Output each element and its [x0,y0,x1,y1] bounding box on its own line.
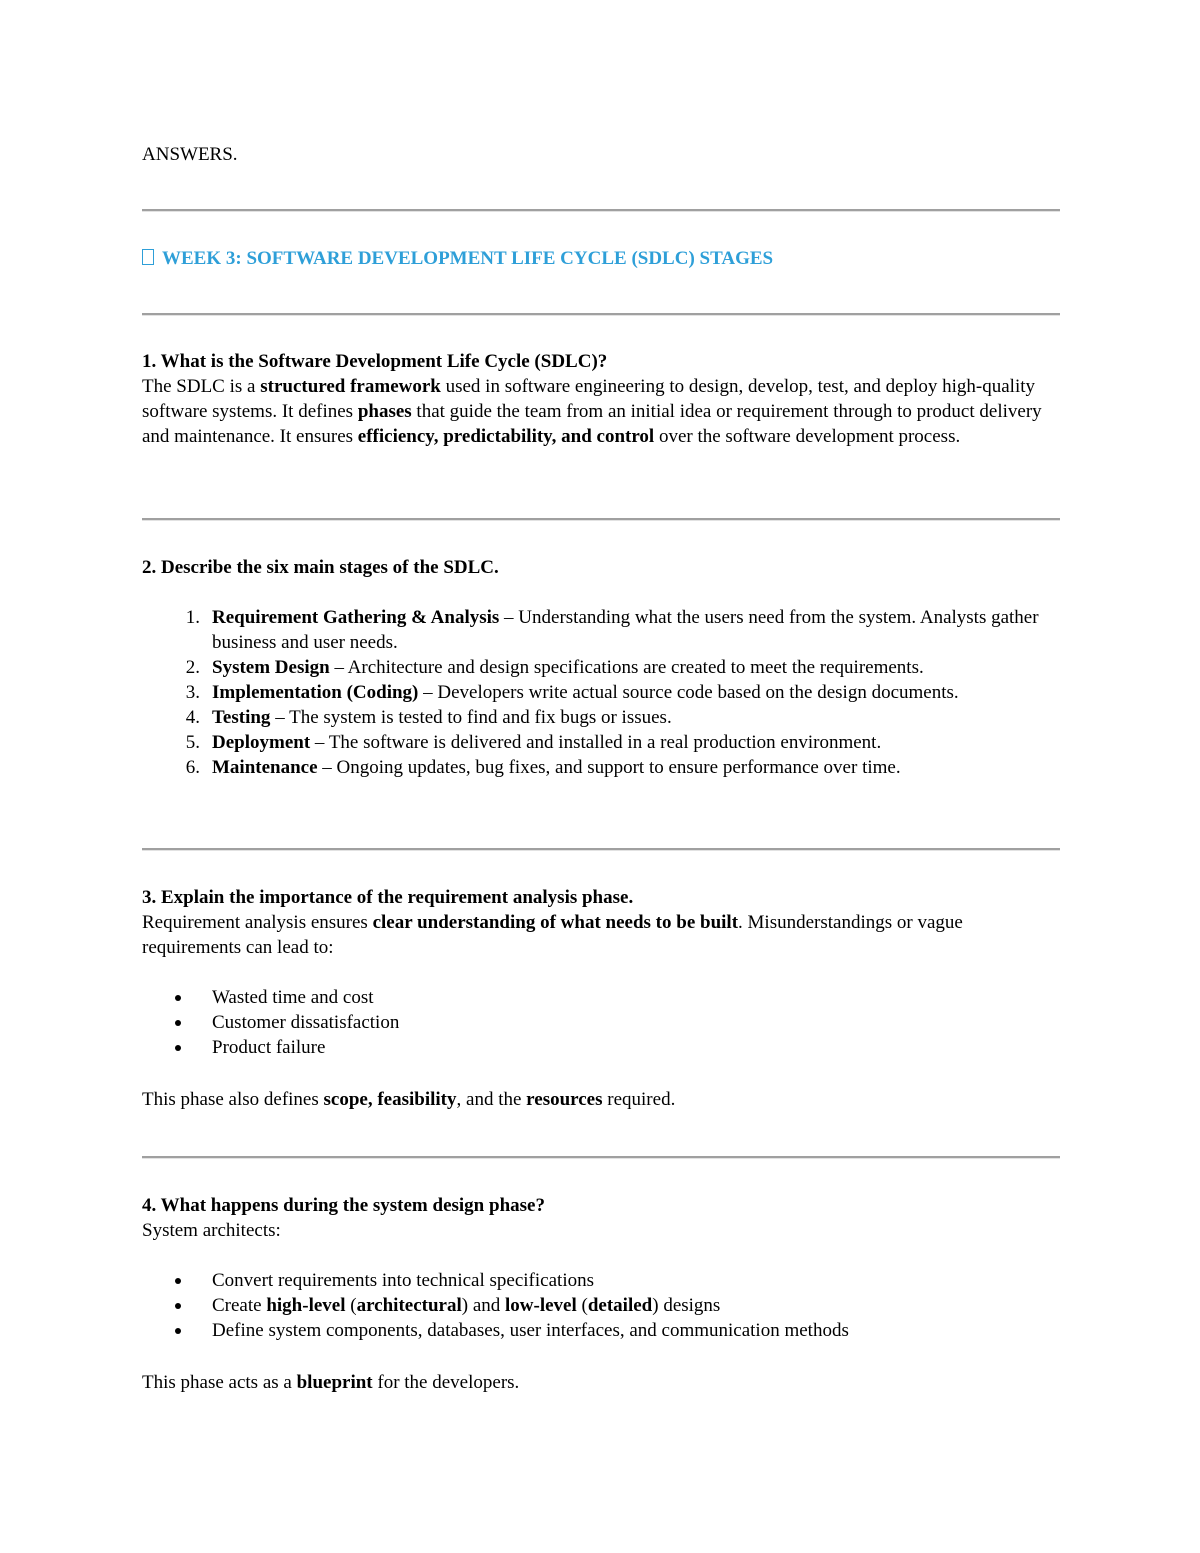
list-item: 4. Testing – The system is tested to find and fix bugs or issues. [185,707,672,728]
week-heading: WEEK 3: SOFTWARE DEVELOPMENT LIFE CYCLE (SDLC) STAGES [142,246,1062,271]
question-4-title: 4. What happens during the system design phase? [142,1195,545,1216]
question-1-title: 1. What is the Software Development Life Cycle (SDLC)? [142,351,608,372]
horizontal-rule [142,518,1060,521]
bullet-icon [175,1045,181,1051]
question-3-title: 3. Explain the importance of the requirement analysis phase. [142,887,634,908]
question-1-answer: The SDLC is a structured framework used in software engineering to design, develop, test, and deploy high-quality software systems. It defines phases that guide the team from an initial idea or requirement through to product delivery and maintenance. It ensures efficiency, predictability, and control over the software development process. [142,376,1042,447]
list-item: Create high-level (architectural) and low-level (detailed) designs [142,1293,1062,1318]
question-2 [142,555,1062,780]
question-3 [142,885,1062,1112]
bullet-icon [175,1328,181,1334]
box-icon [142,249,154,265]
list-item: 3. Implementation (Coding) – Developers write actual source code based on the design documents. [185,682,959,703]
answers-label: ANSWERS. [142,144,238,165]
consequences-list [142,985,1062,1060]
bullet-icon [175,1020,181,1026]
question-2-title: 2. Describe the six main stages of the SDLC. [142,557,499,578]
horizontal-rule [142,313,1060,316]
list-item: 5. Deployment – The software is delivered and installed in a real production environment. [185,732,882,753]
list-item: 2. System Design – Architecture and design specifications are created to meet the requirements. [185,657,924,678]
question-1 [142,349,1062,449]
list-item: Define system components, databases, user interfaces, and communication methods [142,1318,1062,1343]
list-item: 6. Maintenance – Ongoing updates, bug fixes, and support to ensure performance over time. [185,757,901,778]
horizontal-rule [142,209,1060,212]
list-item: Convert requirements into technical specifications [142,1268,1062,1293]
question-4-summary: This phase acts as a blueprint for the developers. [142,1372,520,1393]
question-3-answer: Requirement analysis ensures clear understanding of what needs to be built. Misunderstandings or vague requirements can lead to: [142,912,963,958]
horizontal-rule [142,1156,1060,1159]
question-3-summary: This phase also defines scope, feasibility, and the resources required. [142,1089,676,1110]
sdlc-stages-list [142,605,1042,780]
design-tasks-list [142,1268,1062,1343]
list-item: 1. Requirement Gathering & Analysis – Understanding what the users need from the system. Analysts gather business and user needs. [185,607,1039,653]
list-item: Wasted time and cost [142,985,1062,1010]
horizontal-rule [142,848,1060,851]
bullet-icon [175,995,181,1001]
bullet-icon [175,1278,181,1284]
question-4-intro: System architects: [142,1220,281,1241]
list-item: Product failure [142,1035,1062,1060]
list-item: Customer dissatisfaction [142,1010,1062,1035]
bullet-icon [175,1303,181,1309]
question-4 [142,1193,1062,1395]
